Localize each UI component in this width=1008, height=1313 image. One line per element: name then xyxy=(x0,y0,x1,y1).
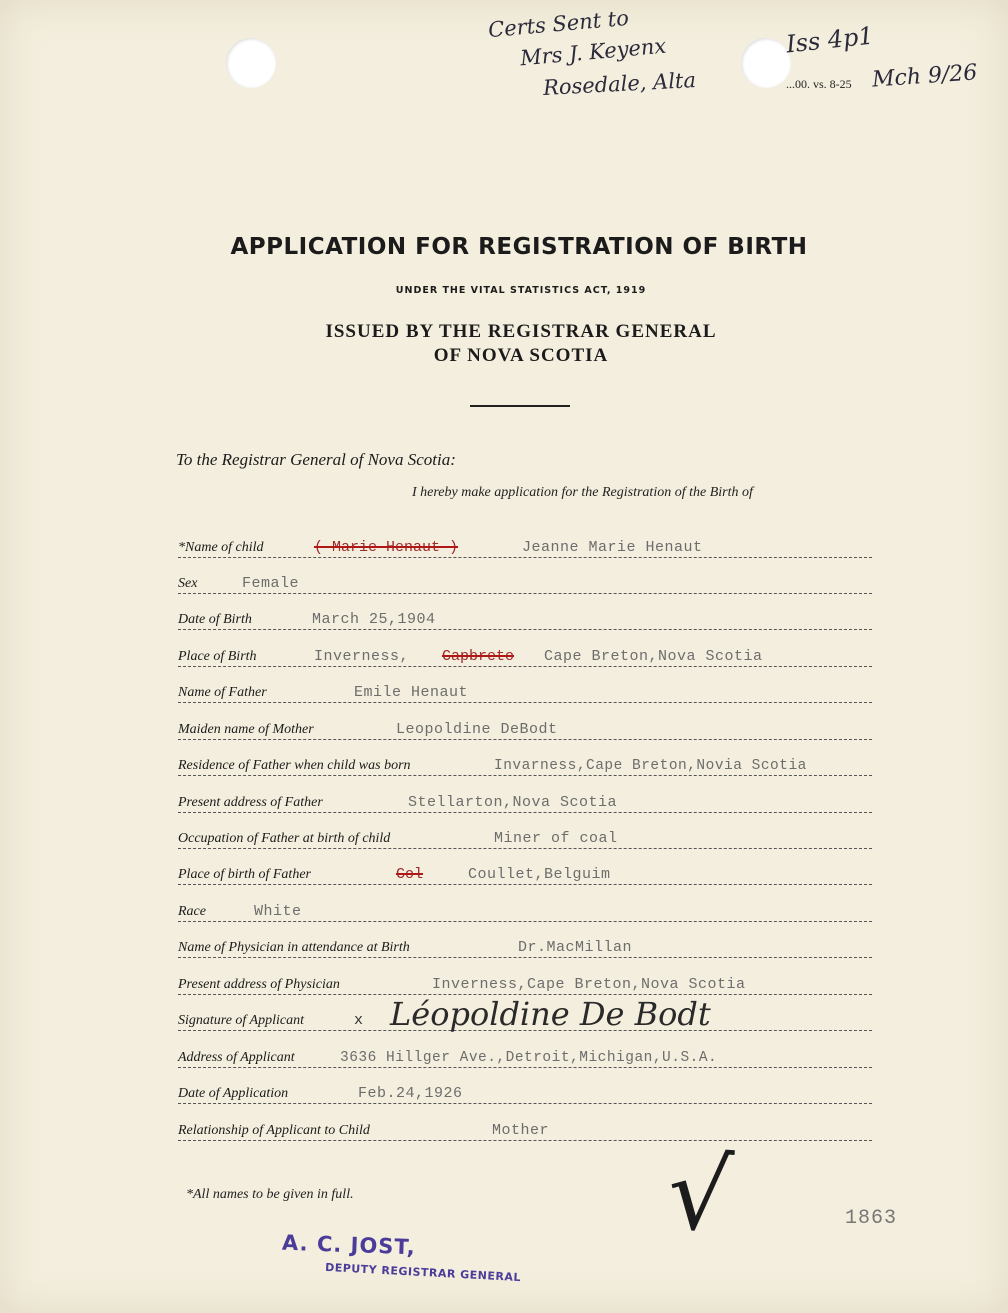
field-value: Emile Henaut xyxy=(354,684,469,701)
stamp-title: DEPUTY REGISTRAR GENERAL xyxy=(324,1260,522,1285)
handwritten-note-line2: Mrs J. Keyenx xyxy=(519,33,668,71)
issuer-line-1: ISSUED BY THE REGISTRAR GENERAL xyxy=(325,321,717,342)
punch-hole-right xyxy=(741,38,791,88)
field-label: Address of Applicant xyxy=(178,1050,295,1065)
field-label: Place of Birth xyxy=(178,649,257,664)
field-label: Maiden name of Mother xyxy=(178,722,314,737)
field-label: Name of Physician in attendance at Birth xyxy=(178,940,410,955)
field-place-of-birth xyxy=(178,644,872,667)
salutation: To the Registrar General of Nova Scotia: xyxy=(176,450,456,469)
punch-hole-left xyxy=(226,38,276,88)
field-address-of-applicant xyxy=(178,1045,872,1068)
issuer-heading xyxy=(0,320,1008,368)
handwritten-note-line3: Rosedale, Alta xyxy=(542,68,697,100)
applicant-signature: Léopoldine De Bodt xyxy=(390,995,711,1033)
field-signature-of-applicant xyxy=(178,995,872,1033)
field-name-of-father xyxy=(178,680,872,703)
issuer-line-2: OF NOVA SCOTIA xyxy=(433,345,609,366)
field-label: Present address of Physician xyxy=(178,977,340,992)
field-present-address-of-physician xyxy=(178,972,872,995)
field-value-b: Cape Breton,Nova Scotia xyxy=(544,648,763,665)
form-title: APPLICATION FOR REGISTRATION OF BIRTH xyxy=(230,234,808,260)
field-place-of-birth-of-father xyxy=(178,862,872,885)
struck-value: Capbreto xyxy=(442,648,515,665)
field-label: Residence of Father when child was born xyxy=(178,758,411,773)
field-residence-of-father xyxy=(178,753,872,776)
field-label: Present address of Father xyxy=(178,795,323,810)
stamp-name: A. C. JOST, xyxy=(281,1230,417,1260)
handwritten-note-line1: Certs Sent to xyxy=(487,5,630,43)
form-number: ...00. vs. 8-25 xyxy=(786,77,852,91)
reference-number: 1863 xyxy=(845,1207,898,1230)
field-label: Date of Application xyxy=(178,1086,289,1101)
field-value: 3636 Hillger Ave.,Detroit,Michigan,U.S.A. xyxy=(340,1050,718,1066)
field-value: Miner of coal xyxy=(494,830,618,847)
intro-text: I hereby make application for the Registration of the Birth of xyxy=(412,485,753,500)
field-name-of-child xyxy=(178,535,872,558)
signature-mark: x xyxy=(354,1012,364,1029)
checkmark-icon: √ xyxy=(663,1133,736,1256)
struck-value: ( Marie Henaut ) xyxy=(314,539,459,556)
field-relationship-of-applicant xyxy=(178,1118,872,1141)
field-label: Place of birth of Father xyxy=(178,867,311,882)
field-maiden-name-of-mother xyxy=(178,717,872,740)
field-value: Invarness,Cape Breton,Novia Scotia xyxy=(494,758,807,774)
field-value: March 25,1904 xyxy=(312,611,436,628)
title-divider xyxy=(470,405,570,407)
field-sex xyxy=(178,571,872,594)
field-label: Signature of Applicant xyxy=(178,1013,304,1028)
field-label: Occupation of Father at birth of child xyxy=(178,831,391,846)
field-value: Dr.MacMillan xyxy=(518,939,633,956)
handwritten-date-note: Mch 9/26 xyxy=(871,60,979,93)
field-value: Female xyxy=(242,575,300,592)
field-present-address-of-father xyxy=(178,790,872,813)
field-label: Name of Father xyxy=(178,685,267,700)
field-race xyxy=(178,899,872,922)
field-date-of-birth xyxy=(178,607,872,630)
field-value: Coullet,Belguim xyxy=(468,866,611,883)
footnote: *All names to be given in full. xyxy=(186,1187,354,1202)
field-label: Race xyxy=(178,904,206,919)
field-value: Feb.24,1926 xyxy=(358,1085,463,1102)
field-label: Sex xyxy=(178,576,198,591)
handwritten-issued-note: Iss 4p1 xyxy=(784,21,875,59)
field-value: White xyxy=(254,903,302,920)
field-value-a: Inverness, xyxy=(314,648,410,665)
field-value: Jeanne Marie Henaut xyxy=(522,539,703,556)
field-name-of-physician xyxy=(178,935,872,958)
field-value: Leopoldine DeBodt xyxy=(396,721,558,738)
field-label: *Name of child xyxy=(178,540,264,555)
field-label: Date of Birth xyxy=(178,612,252,627)
struck-value: Col xyxy=(396,866,424,883)
field-label: Relationship of Applicant to Child xyxy=(178,1123,370,1138)
field-occupation-of-father xyxy=(178,826,872,849)
form-subtitle: UNDER THE VITAL STATISTICS ACT, 1919 xyxy=(395,285,647,296)
field-value: Inverness,Cape Breton,Nova Scotia xyxy=(432,976,746,993)
field-date-of-application xyxy=(178,1081,872,1104)
field-value: Stellarton,Nova Scotia xyxy=(408,794,618,811)
field-value: Mother xyxy=(492,1122,550,1139)
